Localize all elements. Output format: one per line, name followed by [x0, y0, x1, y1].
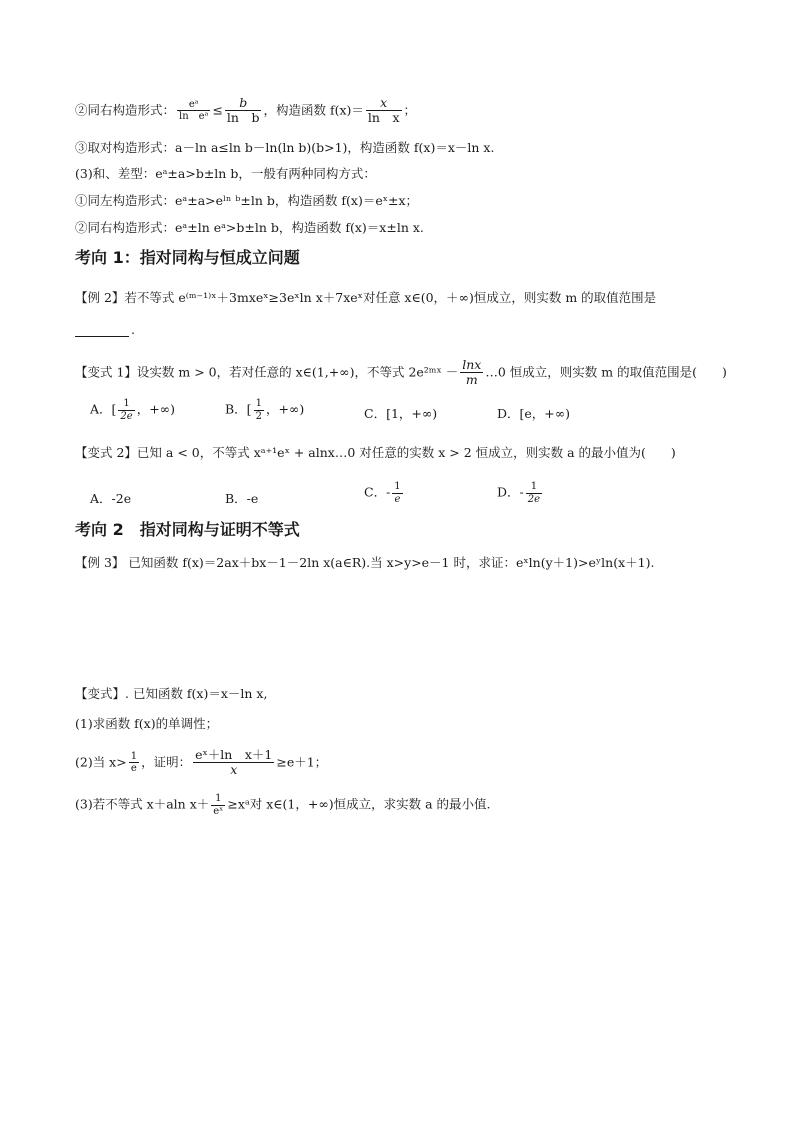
fraction-numerator: 1	[255, 398, 262, 409]
variant-2-text: 【变式 2】已知 a < 0，不等式 xᵃ⁺¹eˣ + alnx…0 对任意的实数 x > 2 恒成立，则实数 a 的最小值为( )	[75, 445, 676, 460]
fraction-numerator: 1	[211, 793, 225, 806]
fraction	[254, 398, 264, 422]
fraction-denominator: eˣ	[213, 805, 224, 817]
fraction-denominator: 2e	[120, 410, 133, 422]
variant-3-part-3	[75, 793, 491, 817]
variant-2-option-c	[364, 481, 405, 505]
option-label: B．[	[225, 401, 252, 417]
fraction-denominator: ln x	[367, 110, 400, 126]
fraction	[526, 481, 542, 505]
variant-1-text-a: 【变式 1】设实数 m > 0，若对任意的 x∈(1,+∞)，不等式 2e²ᵐˣ －	[75, 364, 459, 380]
fraction-denominator: e	[394, 493, 401, 505]
fraction-numerator: x	[366, 96, 402, 111]
part-3-text-b: ≥xᵃ对 x∈(1，+∞)恒成立，求实数 a 的最小值.	[227, 796, 491, 812]
fraction	[366, 96, 402, 126]
line-end: ；	[403, 102, 417, 118]
line-prefix: ②同右构造形式：	[75, 102, 176, 118]
variant-3-part-2	[75, 748, 327, 778]
fraction-denominator: x	[230, 762, 238, 778]
le-symbol: ≤	[212, 102, 223, 118]
fraction	[392, 481, 402, 505]
structure-left-form-line: ①同左构造形式：eᵃ±a>eˡⁿ ᵇ±ln b，构造函数 f(x)＝eˣ±x；	[75, 193, 419, 208]
fraction-numerator: 1	[118, 398, 134, 411]
line-mid: ，构造函数 f(x)＝	[263, 102, 364, 118]
answer-blank	[75, 335, 129, 337]
fraction-numerator: 1	[526, 481, 542, 494]
part-2-text-c: ≥e＋1；	[276, 754, 328, 770]
sum-diff-type-line: (3)和、差型：eᵃ±a>b±ln b，一般有两种同构方式：	[75, 166, 376, 181]
fraction-numerator: 1	[130, 750, 138, 762]
variant-1-option-c: C．[1，+∞)	[364, 406, 438, 421]
structure-right-form-line-2: ②同右构造形式：eᵃ±ln eᵃ>b±ln b，构造函数 f(x)＝x±ln x.	[75, 220, 424, 235]
fraction	[211, 793, 225, 817]
variant-1-option-d: D．[e，+∞)	[497, 406, 571, 421]
fraction	[118, 398, 134, 422]
fraction-numerator: lnx	[462, 357, 482, 372]
fraction-numerator: eᵃ	[177, 99, 210, 112]
part-2-text-b: ，证明：	[141, 754, 192, 770]
fraction	[225, 96, 262, 126]
example-2-blank-line	[75, 324, 135, 337]
fraction-numerator: eˣ＋ln x＋1	[195, 747, 273, 762]
variant-1-text	[75, 358, 727, 388]
fraction-denominator: e	[130, 763, 137, 775]
variant-1-option-a	[90, 398, 175, 422]
option-label: C．-	[364, 484, 391, 500]
part-2-text-a: (2)当 x>	[75, 754, 127, 770]
variant-3-part-1: (1)求函数 f(x)的单调性；	[75, 716, 219, 731]
variant-2-option-a: A．-2e	[90, 491, 132, 506]
example-2-text	[75, 292, 656, 305]
fraction-denominator: ln b	[226, 110, 260, 126]
fraction	[193, 748, 274, 778]
variant-2-option-b: B．-e	[225, 491, 259, 506]
fraction	[460, 358, 483, 388]
option-label: A．[	[90, 401, 117, 417]
variant-3-title: 【变式】. 已知函数 f(x)＝x－ln x,	[75, 686, 268, 701]
fraction-numerator: b	[225, 96, 262, 111]
option-end: ，+∞)	[136, 401, 175, 417]
fraction	[177, 99, 210, 123]
variant-1-text-b: …0 恒成立，则实数 m 的取值范围是( )	[485, 364, 727, 380]
variant-2-option-d	[497, 481, 544, 505]
structure-right-form-line	[75, 96, 416, 126]
log-form-line: ③取对构造形式：a－ln a≤ln b－ln(ln b)(b>1)，构造函数 f(x)＝x－ln x.	[75, 140, 495, 155]
fraction	[129, 751, 139, 775]
part-3-text-a: (3)若不等式 x＋aln x＋	[75, 796, 210, 812]
example-3-text: 【例 3】 已知函数 f(x)＝2ax＋bx－1－2ln x(a∈R).当 x>y>e－1 时，求证：eˣln(y＋1)>eʸln(x＋1).	[75, 555, 655, 570]
period: .	[131, 322, 135, 337]
fraction-denominator: 2	[255, 410, 262, 422]
example-2-statement: 【例 2】若不等式 e⁽ᵐ⁻¹⁾ˣ＋3mxeˣ≥3eˣln x＋7xeˣ对任意 x∈(0，＋∞)恒成立，则实数 m 的取值范围是	[75, 290, 657, 305]
fraction-denominator: m	[465, 372, 478, 388]
variant-1-option-b	[225, 398, 304, 422]
section-heading-2: 考向 2 指对同构与证明不等式	[75, 520, 300, 539]
fraction-numerator: 1	[394, 481, 401, 492]
fraction-denominator: 2e	[527, 493, 541, 505]
section-heading-1: 考向 1：指对同构与恒成立问题	[75, 248, 300, 267]
option-label: D．-	[497, 484, 524, 500]
fraction-denominator: ln eᵃ	[179, 111, 209, 123]
option-end: ，+∞)	[265, 401, 305, 417]
